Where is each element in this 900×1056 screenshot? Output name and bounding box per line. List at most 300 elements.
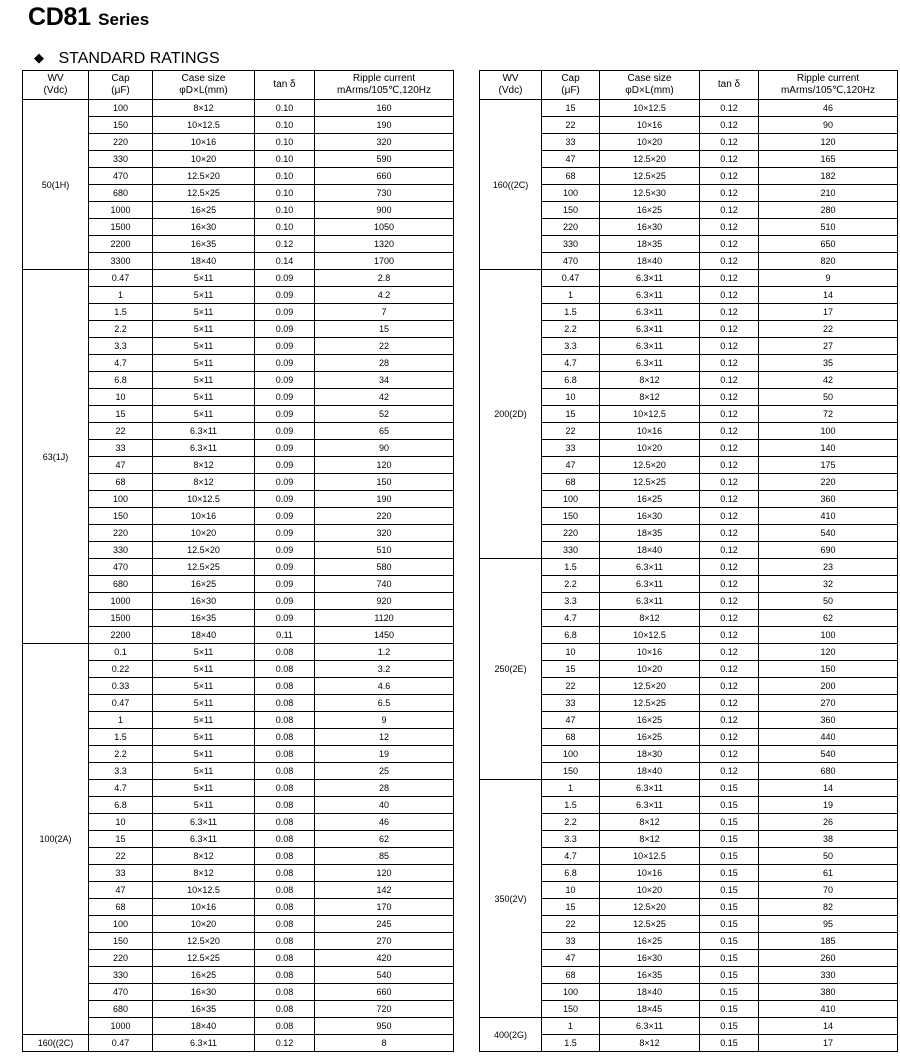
tan-delta-cell: 0.12 (255, 1035, 315, 1052)
table-row (480, 644, 898, 661)
tan-delta-cell: 0.15 (700, 1001, 759, 1018)
ripple-current-cell: 1.2 (315, 644, 454, 661)
table-row (480, 610, 898, 627)
case-size-cell: 16×25 (153, 202, 255, 219)
header-tan-delta: tan δ (700, 71, 759, 100)
cap-cell: 47 (542, 712, 600, 729)
tan-delta-cell: 0.12 (700, 100, 759, 117)
ripple-current-cell: 660 (315, 168, 454, 185)
case-size-cell: 10×16 (600, 644, 700, 661)
voltage-group-cell: 250(2E) (480, 559, 542, 780)
tan-delta-cell: 0.12 (700, 185, 759, 202)
case-size-cell: 18×35 (600, 525, 700, 542)
case-size-cell: 12.5×25 (153, 185, 255, 202)
cap-cell: 2.2 (542, 814, 600, 831)
case-size-cell: 5×11 (153, 746, 255, 763)
ripple-current-cell: 28 (315, 355, 454, 372)
case-size-cell: 12.5×20 (600, 678, 700, 695)
tan-delta-cell: 0.08 (255, 746, 315, 763)
case-size-cell: 10×12.5 (153, 882, 255, 899)
case-size-cell: 18×40 (153, 627, 255, 644)
tan-delta-cell: 0.09 (255, 372, 315, 389)
tan-delta-cell: 0.12 (700, 236, 759, 253)
tan-delta-cell: 0.08 (255, 1001, 315, 1018)
case-size-cell: 6.3×11 (153, 1035, 255, 1052)
case-size-cell: 12.5×20 (153, 168, 255, 185)
cap-cell: 0.33 (89, 678, 153, 695)
tan-delta-cell: 0.12 (700, 287, 759, 304)
tan-delta-cell: 0.12 (700, 253, 759, 270)
case-size-cell: 6.3×11 (153, 831, 255, 848)
case-size-cell: 10×12.5 (600, 848, 700, 865)
ripple-current-cell: 150 (759, 661, 898, 678)
case-size-cell: 6.3×11 (600, 1018, 700, 1035)
tan-delta-cell: 0.08 (255, 950, 315, 967)
table-row (480, 712, 898, 729)
header-ripple-current: Ripple current mArms/105℃,120Hz (315, 71, 454, 100)
cap-cell: 470 (89, 559, 153, 576)
tan-delta-cell: 0.12 (700, 474, 759, 491)
table-body-right (480, 100, 898, 1052)
table-row (480, 831, 898, 848)
cap-cell: 3.3 (542, 338, 600, 355)
cap-cell: 1 (542, 1018, 600, 1035)
case-size-cell: 8×12 (153, 457, 255, 474)
ripple-current-cell: 510 (759, 219, 898, 236)
tan-delta-cell: 0.12 (700, 389, 759, 406)
table-row (480, 814, 898, 831)
table-row (480, 593, 898, 610)
ripple-current-cell: 380 (759, 984, 898, 1001)
case-size-cell: 16×25 (600, 729, 700, 746)
ripple-current-cell: 690 (759, 542, 898, 559)
ripple-current-cell: 820 (759, 253, 898, 270)
case-size-cell: 12.5×25 (600, 695, 700, 712)
tan-delta-cell: 0.12 (700, 576, 759, 593)
case-size-cell: 10×16 (600, 117, 700, 134)
case-size-cell: 18×35 (600, 236, 700, 253)
ripple-current-cell: 1700 (315, 253, 454, 270)
ripple-current-cell: 170 (315, 899, 454, 916)
ripple-current-cell: 1450 (315, 627, 454, 644)
ripple-current-cell: 34 (315, 372, 454, 389)
ripple-current-cell: 740 (315, 576, 454, 593)
case-size-cell: 10×20 (600, 440, 700, 457)
cap-cell: 33 (89, 865, 153, 882)
case-size-cell: 16×30 (153, 219, 255, 236)
table-row (480, 219, 898, 236)
ripple-current-cell: 165 (759, 151, 898, 168)
case-size-cell: 12.5×25 (153, 559, 255, 576)
case-size-cell: 12.5×25 (153, 950, 255, 967)
ripple-current-cell: 62 (759, 610, 898, 627)
case-size-cell: 16×25 (153, 576, 255, 593)
case-size-cell: 10×16 (600, 865, 700, 882)
cap-cell: 680 (89, 185, 153, 202)
cap-cell: 0.1 (89, 644, 153, 661)
ripple-current-cell: 62 (315, 831, 454, 848)
tan-delta-cell: 0.12 (700, 304, 759, 321)
cap-cell: 33 (542, 134, 600, 151)
table-row (480, 933, 898, 950)
case-size-cell: 12.5×20 (153, 933, 255, 950)
ripple-current-cell: 14 (759, 287, 898, 304)
case-size-cell: 10×20 (600, 882, 700, 899)
table-row (480, 202, 898, 219)
tan-delta-cell: 0.15 (700, 865, 759, 882)
ripple-current-cell: 12 (315, 729, 454, 746)
series-name: CD81 (28, 3, 91, 31)
section-label: STANDARD RATINGS (58, 50, 220, 67)
table-row (480, 542, 898, 559)
case-size-cell: 5×11 (153, 729, 255, 746)
tan-delta-cell: 0.08 (255, 967, 315, 984)
ripple-current-cell: 100 (759, 627, 898, 644)
case-size-cell: 12.5×25 (600, 168, 700, 185)
case-size-cell: 18×45 (600, 1001, 700, 1018)
case-size-cell: 5×11 (153, 763, 255, 780)
table-row (480, 100, 898, 117)
cap-cell: 1500 (89, 610, 153, 627)
cap-cell: 6.8 (89, 797, 153, 814)
ratings-table-right (479, 70, 898, 1052)
tan-delta-cell: 0.10 (255, 151, 315, 168)
case-size-cell: 10×12.5 (600, 100, 700, 117)
cap-cell: 100 (542, 491, 600, 508)
table-row (480, 865, 898, 882)
ripple-current-cell: 280 (759, 202, 898, 219)
table-row (23, 270, 454, 287)
case-size-cell: 8×12 (600, 389, 700, 406)
tan-delta-cell: 0.12 (700, 610, 759, 627)
tan-delta-cell: 0.15 (700, 848, 759, 865)
table-row (23, 100, 454, 117)
tan-delta-cell: 0.09 (255, 338, 315, 355)
case-size-cell: 5×11 (153, 270, 255, 287)
ripple-current-cell: 19 (315, 746, 454, 763)
ripple-current-cell: 660 (315, 984, 454, 1001)
cap-cell: 150 (542, 202, 600, 219)
tan-delta-cell: 0.12 (700, 763, 759, 780)
case-size-cell: 5×11 (153, 661, 255, 678)
ripple-current-cell: 270 (315, 933, 454, 950)
cap-cell: 2.2 (542, 321, 600, 338)
cap-cell: 100 (89, 916, 153, 933)
table-row (480, 848, 898, 865)
tan-delta-cell: 0.08 (255, 678, 315, 695)
tan-delta-cell: 0.09 (255, 304, 315, 321)
ripple-current-cell: 540 (759, 525, 898, 542)
header-cap: Cap (μF) (542, 71, 600, 100)
cap-cell: 1.5 (89, 729, 153, 746)
ripple-current-cell: 410 (759, 1001, 898, 1018)
cap-cell: 47 (542, 151, 600, 168)
tan-delta-cell: 0.08 (255, 797, 315, 814)
tan-delta-cell: 0.12 (700, 593, 759, 610)
page-title (28, 3, 149, 32)
tan-delta-cell: 0.08 (255, 831, 315, 848)
ripple-current-cell: 19 (759, 797, 898, 814)
cap-cell: 470 (542, 253, 600, 270)
case-size-cell: 18×40 (600, 763, 700, 780)
cap-cell: 47 (542, 950, 600, 967)
cap-cell: 0.22 (89, 661, 153, 678)
ripple-current-cell: 61 (759, 865, 898, 882)
ripple-current-cell: 1320 (315, 236, 454, 253)
cap-cell: 10 (89, 814, 153, 831)
tan-delta-cell: 0.08 (255, 865, 315, 882)
ripple-current-cell: 95 (759, 916, 898, 933)
ripple-current-cell: 72 (759, 406, 898, 423)
header-cap: Cap (μF) (89, 71, 153, 100)
cap-cell: 330 (89, 542, 153, 559)
cap-cell: 0.47 (89, 695, 153, 712)
ripple-current-cell: 150 (315, 474, 454, 491)
case-size-cell: 8×12 (600, 372, 700, 389)
table-row (480, 389, 898, 406)
case-size-cell: 5×11 (153, 644, 255, 661)
tan-delta-cell: 0.08 (255, 882, 315, 899)
table-row (480, 1001, 898, 1018)
tan-delta-cell: 0.09 (255, 406, 315, 423)
tan-delta-cell: 0.15 (700, 1018, 759, 1035)
tan-delta-cell: 0.09 (255, 542, 315, 559)
cap-cell: 68 (542, 168, 600, 185)
ripple-current-cell: 22 (759, 321, 898, 338)
case-size-cell: 12.5×20 (600, 457, 700, 474)
ripple-current-cell: 15 (315, 321, 454, 338)
ripple-current-cell: 17 (759, 1035, 898, 1052)
case-size-cell: 6.3×11 (600, 559, 700, 576)
case-size-cell: 10×20 (153, 151, 255, 168)
cap-cell: 150 (89, 933, 153, 950)
cap-cell: 3.3 (542, 593, 600, 610)
cap-cell: 10 (542, 389, 600, 406)
cap-cell: 68 (89, 474, 153, 491)
cap-cell: 220 (542, 219, 600, 236)
cap-cell: 1.5 (89, 304, 153, 321)
case-size-cell: 8×12 (600, 814, 700, 831)
case-size-cell: 6.3×11 (600, 287, 700, 304)
tan-delta-cell: 0.12 (700, 627, 759, 644)
table-row (480, 134, 898, 151)
case-size-cell: 6.3×11 (600, 304, 700, 321)
tan-delta-cell: 0.10 (255, 168, 315, 185)
table-row (480, 168, 898, 185)
ripple-current-cell: 182 (759, 168, 898, 185)
cap-cell: 2.2 (89, 746, 153, 763)
cap-cell: 470 (89, 984, 153, 1001)
case-size-cell: 5×11 (153, 695, 255, 712)
ripple-current-cell: 25 (315, 763, 454, 780)
table-body-left (23, 100, 454, 1052)
ripple-current-cell: 6.5 (315, 695, 454, 712)
case-size-cell: 12.5×20 (600, 151, 700, 168)
case-size-cell: 16×30 (600, 219, 700, 236)
tan-delta-cell: 0.15 (700, 950, 759, 967)
tan-delta-cell: 0.15 (700, 933, 759, 950)
cap-cell: 2.2 (89, 321, 153, 338)
case-size-cell: 18×40 (600, 984, 700, 1001)
table-row (480, 151, 898, 168)
tan-delta-cell: 0.08 (255, 695, 315, 712)
cap-cell: 220 (89, 525, 153, 542)
ripple-current-cell: 680 (759, 763, 898, 780)
cap-cell: 3.3 (542, 831, 600, 848)
cap-cell: 0.47 (542, 270, 600, 287)
case-size-cell: 5×11 (153, 355, 255, 372)
table-row (23, 644, 454, 661)
table-row (480, 372, 898, 389)
tan-delta-cell: 0.12 (700, 338, 759, 355)
case-size-cell: 6.3×11 (600, 576, 700, 593)
ripple-current-cell: 35 (759, 355, 898, 372)
table-row (480, 236, 898, 253)
table-row (480, 1018, 898, 1035)
ripple-current-cell: 730 (315, 185, 454, 202)
tan-delta-cell: 0.09 (255, 559, 315, 576)
cap-cell: 33 (542, 933, 600, 950)
cap-cell: 15 (89, 406, 153, 423)
ripple-current-cell: 1120 (315, 610, 454, 627)
table-row (480, 270, 898, 287)
cap-cell: 4.7 (542, 610, 600, 627)
tan-delta-cell: 0.12 (700, 440, 759, 457)
ripple-current-cell: 540 (315, 967, 454, 984)
cap-cell: 4.7 (89, 780, 153, 797)
table-row (480, 780, 898, 797)
tan-delta-cell: 0.09 (255, 270, 315, 287)
table-row (480, 185, 898, 202)
header-wv: WV (Vdc) (480, 71, 542, 100)
ripple-current-cell: 175 (759, 457, 898, 474)
tan-delta-cell: 0.08 (255, 916, 315, 933)
ripple-current-cell: 950 (315, 1018, 454, 1035)
header-row (23, 71, 454, 100)
cap-cell: 33 (89, 440, 153, 457)
ripple-current-cell: 220 (315, 508, 454, 525)
case-size-cell: 16×30 (153, 593, 255, 610)
table-row (480, 304, 898, 321)
case-size-cell: 16×25 (153, 967, 255, 984)
table-row (480, 661, 898, 678)
table-row (480, 491, 898, 508)
tan-delta-cell: 0.15 (700, 780, 759, 797)
cap-cell: 4.7 (89, 355, 153, 372)
ripple-current-cell: 26 (759, 814, 898, 831)
case-size-cell: 6.3×11 (153, 423, 255, 440)
ripple-current-cell: 32 (759, 576, 898, 593)
cap-cell: 220 (542, 525, 600, 542)
ripple-current-cell: 9 (315, 712, 454, 729)
tan-delta-cell: 0.10 (255, 100, 315, 117)
case-size-cell: 12.5×20 (600, 899, 700, 916)
cap-cell: 1.5 (542, 797, 600, 814)
cap-cell: 330 (542, 236, 600, 253)
series-suffix: Series (98, 10, 150, 29)
table-row (480, 423, 898, 440)
table-row (480, 474, 898, 491)
cap-cell: 330 (89, 967, 153, 984)
cap-cell: 15 (542, 661, 600, 678)
cap-cell: 2200 (89, 627, 153, 644)
ripple-current-cell: 920 (315, 593, 454, 610)
tan-delta-cell: 0.10 (255, 202, 315, 219)
ripple-current-cell: 3.2 (315, 661, 454, 678)
voltage-group-cell: 100(2A) (23, 644, 89, 1035)
case-size-cell: 8×12 (600, 610, 700, 627)
tan-delta-cell: 0.12 (700, 644, 759, 661)
header-tan-delta: tan δ (255, 71, 315, 100)
case-size-cell: 5×11 (153, 304, 255, 321)
header-row (480, 71, 898, 100)
ripple-current-cell: 4.6 (315, 678, 454, 695)
tan-delta-cell: 0.09 (255, 389, 315, 406)
case-size-cell: 6.3×11 (153, 440, 255, 457)
cap-cell: 1000 (89, 202, 153, 219)
cap-cell: 6.8 (542, 627, 600, 644)
cap-cell: 330 (89, 151, 153, 168)
ripple-current-cell: 142 (315, 882, 454, 899)
ripple-current-cell: 100 (759, 423, 898, 440)
tan-delta-cell: 0.12 (255, 236, 315, 253)
ripple-current-cell: 38 (759, 831, 898, 848)
table-row (480, 457, 898, 474)
case-size-cell: 5×11 (153, 797, 255, 814)
tan-delta-cell: 0.12 (700, 219, 759, 236)
table-row (480, 746, 898, 763)
table-row (480, 525, 898, 542)
header-wv: WV (Vdc) (23, 71, 89, 100)
table-row (480, 729, 898, 746)
cap-cell: 22 (89, 423, 153, 440)
voltage-group-cell: 200(2D) (480, 270, 542, 559)
case-size-cell: 16×30 (600, 508, 700, 525)
table-row (480, 984, 898, 1001)
tan-delta-cell: 0.10 (255, 185, 315, 202)
tan-delta-cell: 0.15 (700, 967, 759, 984)
ripple-current-cell: 190 (315, 117, 454, 134)
ripple-current-cell: 50 (759, 848, 898, 865)
ripple-current-cell: 22 (315, 338, 454, 355)
tan-delta-cell: 0.12 (700, 491, 759, 508)
ripple-current-cell: 200 (759, 678, 898, 695)
cap-cell: 1 (89, 712, 153, 729)
cap-cell: 15 (89, 831, 153, 848)
tan-delta-cell: 0.10 (255, 134, 315, 151)
tan-delta-cell: 0.10 (255, 219, 315, 236)
tan-delta-cell: 0.12 (700, 134, 759, 151)
tan-delta-cell: 0.15 (700, 1035, 759, 1052)
case-size-cell: 10×12.5 (600, 406, 700, 423)
tan-delta-cell: 0.12 (700, 729, 759, 746)
ripple-current-cell: 360 (759, 712, 898, 729)
ripple-current-cell: 190 (315, 491, 454, 508)
case-size-cell: 10×20 (153, 525, 255, 542)
case-size-cell: 10×12.5 (153, 117, 255, 134)
cap-cell: 1.5 (542, 559, 600, 576)
cap-cell: 1500 (89, 219, 153, 236)
ripple-current-cell: 120 (315, 865, 454, 882)
cap-cell: 220 (89, 134, 153, 151)
case-size-cell: 5×11 (153, 406, 255, 423)
cap-cell: 22 (542, 423, 600, 440)
ripple-current-cell: 510 (315, 542, 454, 559)
case-size-cell: 6.3×11 (600, 780, 700, 797)
table-row (480, 559, 898, 576)
case-size-cell: 18×40 (153, 1018, 255, 1035)
cap-cell: 6.8 (89, 372, 153, 389)
